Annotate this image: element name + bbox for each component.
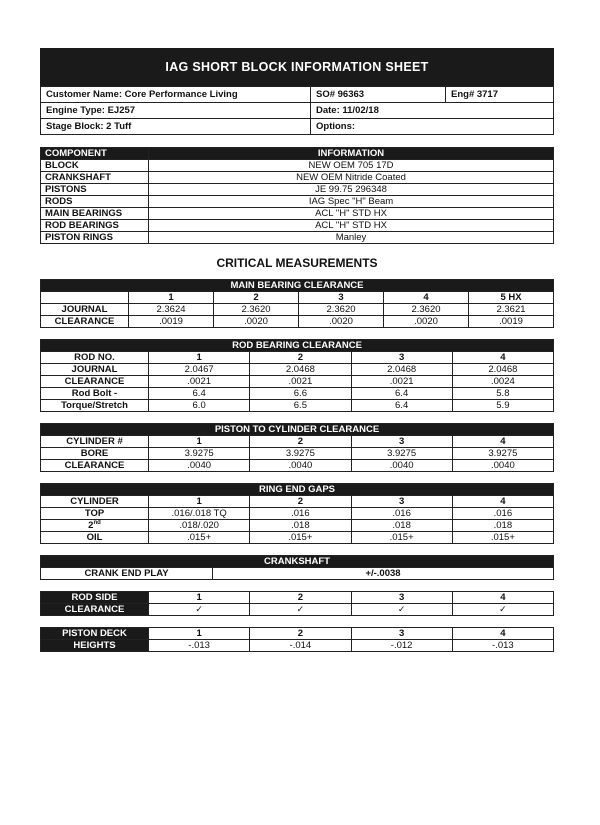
rod-side-table — [40, 591, 554, 616]
table-row — [41, 532, 554, 544]
col-header: 3 — [351, 592, 452, 604]
cell-value: .0040 — [351, 460, 452, 472]
col-header: 3 — [351, 496, 452, 508]
col-header: 4 — [384, 292, 469, 304]
cell-value: +/-.0038 — [213, 568, 554, 580]
cell-value: .0021 — [149, 376, 250, 388]
table-row — [41, 568, 554, 580]
blank-cell — [41, 292, 129, 304]
component-name: CRANKSHAFT — [41, 172, 149, 184]
row-label: OIL — [41, 532, 149, 544]
col-header: 1 — [129, 292, 214, 304]
col-header: 1 — [149, 628, 250, 640]
cell-value: 3.9275 — [250, 448, 351, 460]
crankshaft-table — [40, 555, 554, 580]
cell-value: 2.3620 — [214, 304, 299, 316]
cell-value: 5.9 — [452, 400, 553, 412]
col-header: 4 — [452, 592, 553, 604]
ring-gaps-title: RING END GAPS — [41, 484, 554, 496]
cell-value: -.014 — [250, 640, 351, 652]
col-header: 2 — [250, 628, 351, 640]
cell-value: 2.3621 — [469, 304, 554, 316]
cell-value: .018 — [452, 520, 553, 532]
main-bearing-title: MAIN BEARING CLEARANCE — [41, 280, 554, 292]
col-header: 4 — [452, 496, 553, 508]
col-header: 2 — [250, 592, 351, 604]
col-header: 3 — [299, 292, 384, 304]
component-name: RODS — [41, 196, 149, 208]
table-row — [41, 460, 554, 472]
cell-value: 6.4 — [351, 388, 452, 400]
cell-value: .016 — [250, 508, 351, 520]
row-label: CYLINDER # — [41, 436, 149, 448]
cell-value: .0040 — [250, 460, 351, 472]
table-row — [41, 208, 554, 220]
col-header: 2 — [214, 292, 299, 304]
component-table — [40, 147, 554, 244]
row-label: HEIGHTS — [41, 640, 149, 652]
row-label: JOURNAL — [41, 304, 129, 316]
cell-value: 6.5 — [250, 400, 351, 412]
col-header: 4 — [452, 352, 553, 364]
row-label: ROD SIDE — [41, 592, 149, 604]
header-table — [40, 86, 554, 135]
component-info: ACL "H" STD HX — [149, 220, 554, 232]
component-name: MAIN BEARINGS — [41, 208, 149, 220]
row-label: PISTON DECK — [41, 628, 149, 640]
cell-value: -.013 — [452, 640, 553, 652]
row-label — [41, 520, 149, 532]
cell-value: 2.0467 — [149, 364, 250, 376]
table-row — [41, 160, 554, 172]
cell-value: 3.9275 — [149, 448, 250, 460]
cell-value: 2.0468 — [351, 364, 452, 376]
cell-value: 2.3620 — [384, 304, 469, 316]
component-info: Manley — [149, 232, 554, 244]
component-info: ACL "H" STD HX — [149, 208, 554, 220]
crankshaft-title: CRANKSHAFT — [41, 556, 554, 568]
row-label: CLEARANCE — [41, 376, 149, 388]
cell-value: 2.0468 — [250, 364, 351, 376]
cell-value: .015+ — [149, 532, 250, 544]
row-label: CLEARANCE — [41, 604, 149, 616]
component-info: IAG Spec "H" Beam — [149, 196, 554, 208]
engine-type: Engine Type: EJ257 — [41, 103, 311, 119]
col-header: 3 — [351, 352, 452, 364]
options: Options: — [311, 119, 554, 135]
cell-value: .018 — [250, 520, 351, 532]
so-number: SO# 96363 — [311, 87, 446, 103]
table-row — [41, 640, 554, 652]
check-icon: ✓ — [149, 604, 250, 616]
cell-value: .0021 — [250, 376, 351, 388]
component-name: PISTONS — [41, 184, 149, 196]
table-row — [41, 388, 554, 400]
cell-value: .015+ — [351, 532, 452, 544]
rod-bearing-table — [40, 339, 554, 412]
cell-value: .0020 — [214, 316, 299, 328]
cell-value: .0024 — [452, 376, 553, 388]
cell-value: .018 — [351, 520, 452, 532]
col-header: 2 — [250, 352, 351, 364]
cell-value: .0020 — [299, 316, 384, 328]
component-header: COMPONENT — [41, 148, 149, 160]
component-info: NEW OEM Nitride Coated — [149, 172, 554, 184]
critical-measurements-title: CRITICAL MEASUREMENTS — [216, 256, 378, 270]
col-header: 1 — [149, 496, 250, 508]
component-name: BLOCK — [41, 160, 149, 172]
table-row — [41, 520, 554, 532]
col-header: 3 — [351, 628, 452, 640]
row-label: TOP — [41, 508, 149, 520]
row-label: CRANK END PLAY — [41, 568, 213, 580]
cell-value: .016 — [452, 508, 553, 520]
cell-value: -.012 — [351, 640, 452, 652]
row-label: JOURNAL — [41, 364, 149, 376]
col-header: 1 — [149, 592, 250, 604]
row-label: CYLINDER — [41, 496, 149, 508]
sheet-title: IAG SHORT BLOCK INFORMATION SHEET — [40, 48, 554, 86]
table-row — [41, 220, 554, 232]
row-label: BORE — [41, 448, 149, 460]
col-header: 3 — [351, 436, 452, 448]
component-name: PISTON RINGS — [41, 232, 149, 244]
table-row — [41, 376, 554, 388]
table-row — [41, 184, 554, 196]
second-ring-suffix: nd — [93, 519, 101, 526]
cell-value: .018/.020 — [149, 520, 250, 532]
component-info: NEW OEM 705 17D — [149, 160, 554, 172]
table-row — [41, 304, 554, 316]
col-header: 2 — [250, 436, 351, 448]
cell-value: 2.0468 — [452, 364, 553, 376]
cell-value: .0021 — [351, 376, 452, 388]
cell-value: .015+ — [452, 532, 553, 544]
customer-name: Customer Name: Core Performance Living — [41, 87, 311, 103]
piston-deck-table — [40, 627, 554, 652]
info-sheet — [40, 48, 554, 652]
cell-value: .0040 — [452, 460, 553, 472]
table-row — [41, 316, 554, 328]
row-label: CLEARANCE — [41, 460, 149, 472]
cell-value: 6.0 — [149, 400, 250, 412]
ring-gaps-table — [40, 483, 554, 544]
stage-block: Stage Block: 2 Tuff — [41, 119, 311, 135]
table-row — [41, 604, 554, 616]
table-row — [41, 364, 554, 376]
piston-cylinder-title: PISTON TO CYLINDER CLEARANCE — [41, 424, 554, 436]
check-icon: ✓ — [452, 604, 553, 616]
col-header: 2 — [250, 496, 351, 508]
table-row — [41, 400, 554, 412]
information-header: INFORMATION — [149, 148, 554, 160]
eng-number: Eng# 3717 — [446, 87, 554, 103]
second-ring-label: 2 — [88, 520, 94, 531]
col-header: 4 — [452, 436, 553, 448]
row-label: ROD NO. — [41, 352, 149, 364]
component-name: ROD BEARINGS — [41, 220, 149, 232]
cell-value: .0019 — [129, 316, 214, 328]
cell-value: 3.9275 — [452, 448, 553, 460]
row-label: CLEARANCE — [41, 316, 129, 328]
row-label: Rod Bolt - — [41, 388, 149, 400]
cell-value: .0020 — [384, 316, 469, 328]
row-label: Torque/Stretch — [41, 400, 149, 412]
rod-bearing-title: ROD BEARING CLEARANCE — [41, 340, 554, 352]
col-header: 5 HX — [469, 292, 554, 304]
cell-value: 3.9275 — [351, 448, 452, 460]
cell-value: .0019 — [469, 316, 554, 328]
piston-cylinder-table — [40, 423, 554, 472]
cell-value: 6.4 — [149, 388, 250, 400]
cell-value: 2.3624 — [129, 304, 214, 316]
check-icon: ✓ — [250, 604, 351, 616]
component-info: JE 99.75 296348 — [149, 184, 554, 196]
table-row — [41, 508, 554, 520]
col-header: 1 — [149, 436, 250, 448]
cell-value: .016/.018 TQ — [149, 508, 250, 520]
col-header: 4 — [452, 628, 553, 640]
table-row — [41, 448, 554, 460]
main-bearing-table — [40, 279, 554, 328]
date: Date: 11/02/18 — [311, 103, 554, 119]
cell-value: .015+ — [250, 532, 351, 544]
table-row — [41, 232, 554, 244]
col-header: 1 — [149, 352, 250, 364]
table-row — [41, 196, 554, 208]
cell-value: 6.6 — [250, 388, 351, 400]
cell-value: .0040 — [149, 460, 250, 472]
cell-value: .016 — [351, 508, 452, 520]
cell-value: -.013 — [149, 640, 250, 652]
check-icon: ✓ — [351, 604, 452, 616]
table-row — [41, 172, 554, 184]
cell-value: 5.8 — [452, 388, 553, 400]
cell-value: 2.3620 — [299, 304, 384, 316]
cell-value: 6.4 — [351, 400, 452, 412]
